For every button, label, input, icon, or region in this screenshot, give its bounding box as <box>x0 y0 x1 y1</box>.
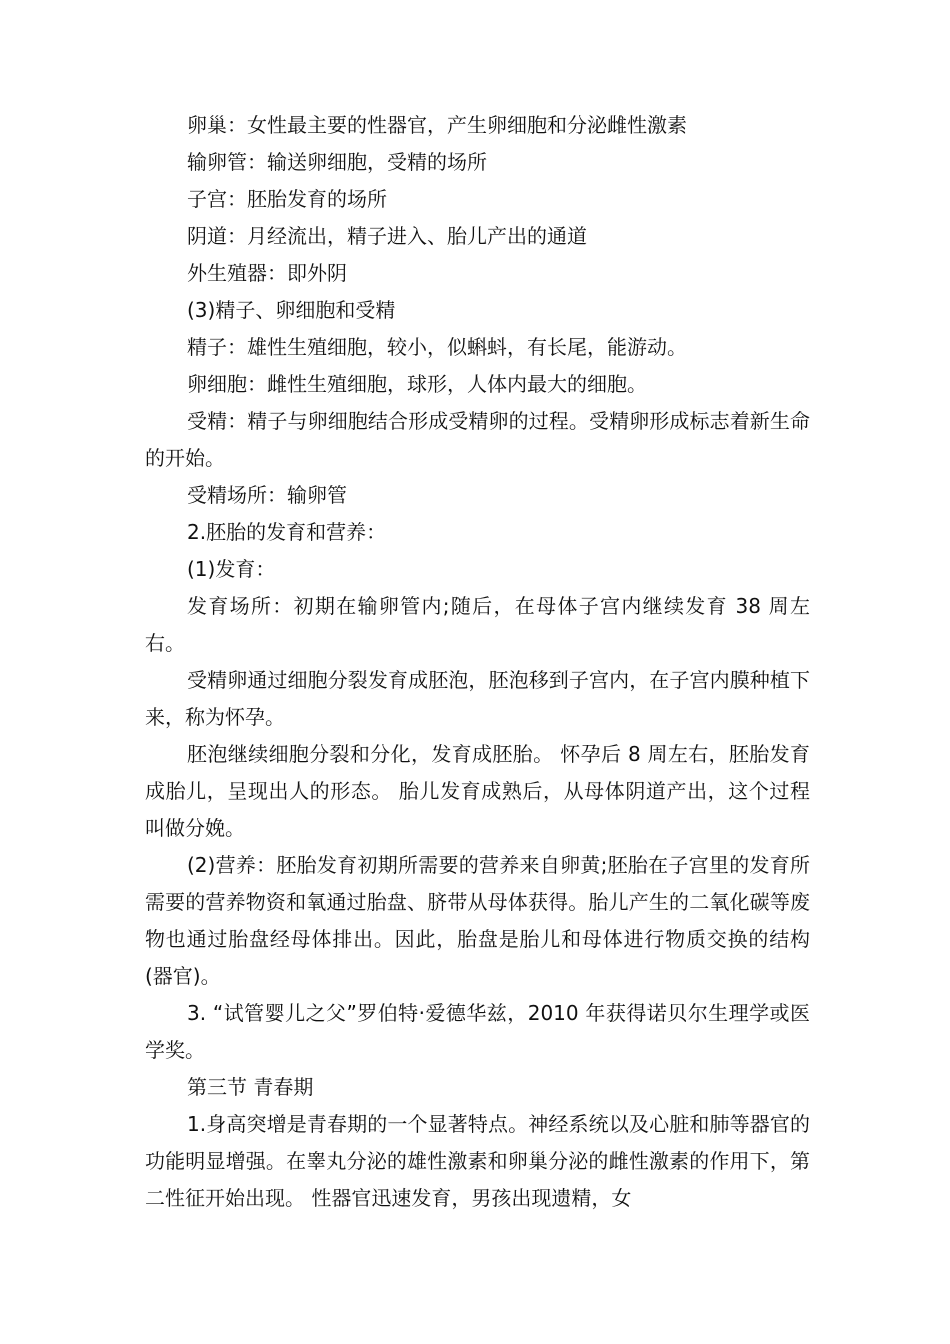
heading-sperm-egg-fertilization: (3)精子、卵细胞和受精 <box>187 298 396 322</box>
paragraph-fertilization-site: 受精场所：输卵管 <box>187 483 347 507</box>
paragraph-external-genitalia: 外生殖器：即外阴 <box>187 261 347 285</box>
paragraph-pregnancy: 受精卵通过细胞分裂发育成胚泡，胚泡移到子宫内，在子宫内膜种植下来，称为怀孕。 <box>145 668 810 729</box>
paragraph-egg-cell: 卵细胞：雌性生殖细胞，球形，人体内最大的细胞。 <box>187 372 647 396</box>
paragraph-uterus: 子宫：胚胎发育的场所 <box>187 187 387 211</box>
paragraph-development-site: 发育场所：初期在输卵管内;随后，在母体子宫内继续发育 38 周左右。 <box>145 594 810 655</box>
paragraph-sperm: 精子：雄性生殖细胞，较小，似蝌蚪，有长尾，能游动。 <box>187 335 687 359</box>
heading-embryo-development: 2.胚胎的发育和营养： <box>187 520 387 544</box>
paragraph-ivf: 3. “试管婴儿之父”罗伯特·爱德华兹，2010 年获得诺贝尔生理学或医学奖。 <box>145 1001 810 1062</box>
document-body <box>145 107 810 1217</box>
paragraph-nutrition: (2)营养：胚胎发育初期所需要的营养来自卵黄;胚胎在子宫里的发育所需要的营养物资和氧通过胎盘、脐带从母体获得。胎儿产生的二氧化碳等废物也通过胎盘经母体排出。因此，胎盘是胎儿和母体进行物质交换的结构(器官)。 <box>145 853 810 988</box>
paragraph-vagina: 阴道：月经流出，精子进入、胎儿产出的通道 <box>187 224 587 248</box>
paragraph-puberty: 1.身高突增是青春期的一个显著特点。神经系统以及心脏和肺等器官的功能明显增强。在睾丸分泌的雄性激素和卵巢分泌的雌性激素的作用下，第二性征开始出现。 性器官迅速发育，男孩出现遗精，女 <box>145 1112 810 1210</box>
heading-section-three: 第三节 青春期 <box>187 1075 314 1099</box>
paragraph-ovary: 卵巢：女性最主要的性器官，产生卵细胞和分泌雌性激素 <box>187 113 687 137</box>
paragraph-oviduct: 输卵管：输送卵细胞，受精的场所 <box>187 150 487 174</box>
paragraph-fertilization: 受精：精子与卵细胞结合形成受精卵的过程。受精卵形成标志着新生命的开始。 <box>145 409 810 470</box>
paragraph-embryo-fetus: 胚泡继续细胞分裂和分化，发育成胚胎。 怀孕后 8 周左右，胚胎发育成胎儿，呈现出人的形态。 胎儿发育成熟后，从母体阴道产出，这个过程叫做分娩。 <box>145 742 810 840</box>
heading-development: (1)发育： <box>187 557 276 581</box>
